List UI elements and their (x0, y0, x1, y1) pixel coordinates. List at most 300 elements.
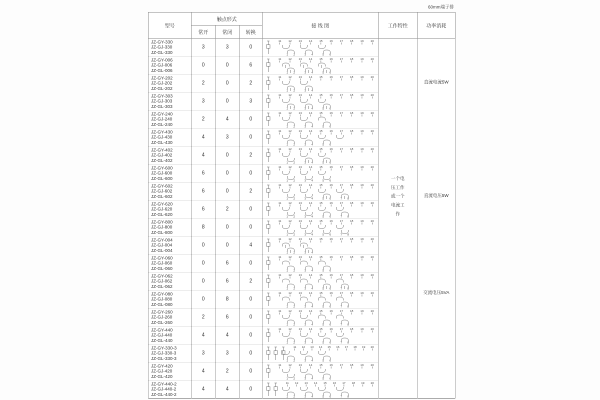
svg-text:3: 3 (304, 178, 307, 182)
svg-text:1: 1 (286, 70, 289, 74)
no-count: 3 (191, 38, 215, 56)
svg-text:11: 11 (278, 147, 282, 151)
wiring-diagram-svg (264, 183, 378, 200)
svg-text:15: 15 (319, 291, 323, 295)
svg-text:5: 5 (322, 178, 325, 182)
svg-text:13: 13 (298, 147, 302, 151)
svg-text:12: 12 (288, 111, 292, 115)
svg-text:12: 12 (288, 183, 292, 187)
svg-text:3: 3 (304, 358, 307, 362)
svg-text:1: 1 (286, 286, 289, 290)
svg-text:3: 3 (304, 214, 307, 218)
model-name: JZ-GJ-602 (151, 188, 173, 194)
model-name: JZ-GJ-440-2 (151, 386, 177, 392)
svg-text:19: 19 (360, 147, 364, 151)
svg-text:16: 16 (329, 363, 333, 367)
svg-text:2: 2 (293, 106, 296, 110)
svg-text:18: 18 (350, 273, 354, 277)
model-name: JZ-GY-006 (151, 57, 173, 63)
svg-text:5: 5 (322, 394, 325, 398)
svg-text:3: 3 (304, 160, 307, 164)
svg-text:3: 3 (304, 196, 307, 200)
model-cell (148, 92, 191, 110)
wiring-diagram-svg (264, 291, 378, 308)
wiring-diagram-svg (264, 201, 378, 218)
no-count: 6 (191, 182, 215, 200)
svg-text:18: 18 (350, 93, 354, 97)
wiring-diagram-svg (264, 255, 378, 272)
svg-text:19: 19 (360, 111, 364, 115)
svg-text:20: 20 (370, 327, 374, 331)
model-cell (148, 128, 191, 146)
wiring-diagram-svg (264, 93, 378, 110)
svg-text:11: 11 (278, 57, 282, 61)
svg-text:14: 14 (308, 39, 313, 43)
model-name: JZ-GY-260 (151, 309, 173, 315)
model-cell (148, 218, 191, 236)
svg-text:12: 12 (288, 39, 292, 43)
svg-text:17: 17 (339, 219, 344, 223)
svg-text:4: 4 (311, 196, 314, 200)
svg-text:20: 20 (370, 111, 374, 115)
svg-text:19: 19 (360, 363, 364, 367)
svg-text:4: 4 (311, 160, 314, 164)
svg-text:13: 13 (298, 255, 302, 259)
model-cell (148, 74, 191, 92)
model-name: JZ-GL-060 (151, 265, 173, 271)
svg-text:5: 5 (322, 142, 325, 146)
model-name: JZ-GY-620 (151, 201, 173, 207)
svg-text:1: 1 (286, 178, 289, 182)
wiring-diagram (262, 128, 378, 146)
svg-text:6: 6 (329, 340, 332, 344)
model-cell (148, 290, 191, 308)
svg-text:11: 11 (278, 237, 282, 241)
svg-text:12: 12 (288, 237, 292, 241)
svg-text:5: 5 (322, 160, 325, 164)
svg-text:8: 8 (347, 394, 350, 398)
svg-text:13: 13 (298, 309, 302, 313)
svg-text:6: 6 (329, 70, 332, 74)
svg-text:15: 15 (319, 39, 323, 43)
svg-text:4: 4 (311, 88, 314, 92)
svg-text:13: 13 (298, 273, 302, 277)
wiring-diagram (262, 254, 378, 272)
working-characteristics-line: 作 (395, 211, 401, 217)
no-count: 0 (191, 254, 215, 272)
svg-text:13: 13 (298, 237, 302, 241)
svg-text:19: 19 (360, 75, 364, 79)
no-count: 0 (191, 56, 215, 74)
model-name: JZ-GJ-060 (151, 260, 173, 266)
model-cell (148, 164, 191, 182)
svg-text:18: 18 (350, 219, 354, 223)
model-name: JZ-GJ-006 (151, 62, 173, 68)
svg-text:19: 19 (360, 39, 364, 43)
co-count: 0 (239, 326, 262, 344)
svg-text:5: 5 (322, 214, 325, 218)
model-cell (148, 326, 191, 344)
co-count: 0 (239, 380, 262, 398)
working-characteristics-line: 一个电 (391, 176, 405, 182)
svg-text:17: 17 (339, 273, 344, 277)
svg-text:4: 4 (311, 52, 314, 56)
wiring-diagram-svg (264, 381, 378, 398)
nc-count: 0 (215, 164, 239, 182)
svg-text:3: 3 (304, 340, 307, 344)
svg-text:14: 14 (308, 93, 313, 97)
svg-text:14: 14 (313, 381, 318, 385)
svg-text:19: 19 (360, 255, 364, 259)
svg-text:3: 3 (304, 376, 307, 380)
svg-text:4: 4 (311, 124, 314, 128)
svg-text:1: 1 (286, 376, 289, 380)
svg-text:19: 19 (360, 327, 364, 331)
svg-text:7: 7 (340, 304, 343, 308)
model-name: JZ-GL-006 (151, 67, 173, 73)
model-name: JZ-GJ-600 (151, 170, 173, 176)
svg-text:19: 19 (360, 273, 364, 277)
svg-text:1: 1 (286, 196, 289, 200)
svg-text:8: 8 (347, 196, 350, 200)
power-note: 直流电流5W (423, 79, 449, 85)
model-name: JZ-GY-202 (151, 75, 173, 81)
svg-text:19: 19 (360, 309, 364, 313)
svg-text:5: 5 (322, 70, 325, 74)
svg-text:11: 11 (278, 183, 282, 187)
svg-text:17: 17 (339, 39, 344, 43)
svg-text:17: 17 (344, 345, 349, 349)
table-row (148, 38, 455, 56)
model-name: JZ-GL-202 (151, 85, 173, 91)
svg-text:19: 19 (360, 129, 364, 133)
svg-text:16: 16 (329, 255, 333, 259)
svg-text:18: 18 (350, 147, 354, 151)
svg-text:18: 18 (350, 111, 354, 115)
model-name: JZ-GY-800 (151, 219, 173, 225)
svg-text:12: 12 (288, 129, 292, 133)
co-count: 0 (239, 110, 262, 128)
svg-text:2: 2 (293, 340, 296, 344)
svg-text:1: 1 (286, 106, 289, 110)
svg-text:14: 14 (308, 255, 313, 259)
svg-text:2: 2 (293, 304, 296, 308)
model-name: JZ-GL-430 (151, 139, 173, 145)
header-contact-form: 触点形式 (191, 12, 262, 25)
svg-text:1: 1 (286, 304, 289, 308)
svg-text:14: 14 (308, 291, 313, 295)
model-cell (148, 200, 191, 218)
co-count: 0 (239, 128, 262, 146)
wiring-diagram-svg (264, 363, 378, 380)
svg-text:14: 14 (308, 237, 313, 241)
model-cell (148, 362, 191, 380)
svg-text:14: 14 (308, 165, 313, 169)
svg-text:16: 16 (329, 273, 333, 277)
svg-text:19: 19 (360, 183, 364, 187)
svg-text:11: 11 (293, 345, 297, 349)
svg-text:7: 7 (340, 394, 343, 398)
model-name: JZ-GL-600 (151, 175, 173, 181)
svg-text:3: 3 (304, 124, 307, 128)
svg-text:1: 1 (286, 142, 289, 146)
wiring-diagram (262, 182, 378, 200)
svg-text:16: 16 (329, 201, 333, 205)
co-count: 2 (239, 272, 262, 290)
svg-text:3: 3 (304, 106, 307, 110)
power-consumption-cell (417, 38, 455, 398)
svg-text:7: 7 (340, 340, 343, 344)
wiring-diagram-svg (264, 273, 378, 290)
svg-text:5: 5 (322, 358, 325, 362)
nc-count: 6 (215, 308, 239, 326)
svg-text:14: 14 (308, 363, 313, 367)
model-cell (148, 236, 191, 254)
no-count: 3 (191, 92, 215, 110)
header-model: 型号 (148, 12, 191, 38)
svg-text:13: 13 (298, 129, 302, 133)
svg-text:17: 17 (339, 57, 344, 61)
svg-text:13: 13 (310, 345, 314, 349)
svg-text:2: 2 (293, 160, 296, 164)
svg-text:6: 6 (329, 124, 332, 128)
no-count: 4 (191, 380, 215, 398)
model-name: JZ-GY-420 (151, 363, 173, 369)
svg-text:3: 3 (304, 322, 307, 326)
svg-text:15: 15 (323, 381, 327, 385)
co-count: 0 (239, 254, 262, 272)
svg-text:14: 14 (308, 147, 313, 151)
svg-text:1: 1 (286, 52, 289, 56)
svg-text:12: 12 (288, 165, 292, 169)
nc-count: 3 (215, 128, 239, 146)
svg-text:20: 20 (370, 129, 374, 133)
svg-text:11: 11 (278, 255, 282, 259)
svg-text:4: 4 (311, 376, 314, 380)
no-count: 2 (191, 308, 215, 326)
svg-text:6: 6 (329, 142, 332, 146)
wiring-diagram (262, 146, 378, 164)
nc-count: 6 (215, 272, 239, 290)
svg-text:3: 3 (304, 88, 307, 92)
svg-text:5: 5 (322, 196, 325, 200)
model-name: JZ-GL-602 (151, 193, 173, 199)
svg-text:16: 16 (336, 345, 340, 349)
svg-text:14: 14 (308, 183, 313, 187)
svg-text:20: 20 (370, 345, 374, 349)
svg-text:4: 4 (311, 394, 314, 398)
working-characteristics-line: 或一个 (391, 193, 405, 199)
wiring-diagram (262, 236, 378, 254)
model-name: JZ-GL-260 (151, 319, 173, 325)
svg-text:20: 20 (370, 237, 374, 241)
co-count: 0 (239, 38, 262, 56)
no-count: 2 (191, 74, 215, 92)
svg-text:4: 4 (311, 232, 314, 236)
svg-text:7: 7 (340, 322, 343, 326)
svg-text:5: 5 (322, 52, 325, 56)
wiring-diagram-svg (264, 309, 378, 326)
co-count: 0 (239, 164, 262, 182)
svg-text:14: 14 (308, 201, 313, 205)
working-characteristics-line: 电流工 (391, 202, 405, 208)
svg-text:12: 12 (288, 309, 292, 313)
nc-count: 6 (215, 254, 239, 272)
svg-text:12: 12 (288, 273, 292, 277)
svg-text:2: 2 (293, 52, 296, 56)
co-count: 4 (239, 236, 262, 254)
svg-text:1: 1 (286, 358, 289, 362)
svg-text:16: 16 (332, 381, 337, 385)
wiring-diagram (262, 344, 378, 362)
svg-text:6: 6 (329, 286, 332, 290)
svg-text:1: 1 (286, 160, 289, 164)
header-normally-closed: 常闭 (215, 25, 239, 38)
model-name: JZ-GY-602 (151, 183, 173, 189)
model-name: JZ-GL-303 (151, 103, 173, 109)
co-count: 2 (239, 74, 262, 92)
svg-text:20: 20 (370, 39, 374, 43)
svg-text:17: 17 (339, 309, 344, 313)
wiring-diagram (262, 200, 378, 218)
svg-text:6: 6 (329, 232, 332, 236)
svg-text:15: 15 (319, 273, 323, 277)
svg-text:20: 20 (370, 165, 374, 169)
svg-text:13: 13 (298, 75, 302, 79)
model-name: JZ-GL-240 (151, 121, 173, 127)
svg-text:4: 4 (311, 214, 314, 218)
svg-text:11: 11 (278, 363, 282, 367)
svg-text:13: 13 (298, 219, 302, 223)
svg-text:3: 3 (304, 142, 307, 146)
svg-text:16: 16 (329, 39, 333, 43)
svg-text:18: 18 (350, 327, 354, 331)
co-count: 0 (239, 290, 262, 308)
svg-text:2: 2 (293, 196, 296, 200)
wiring-diagram-svg (264, 129, 378, 146)
no-count: 8 (191, 218, 215, 236)
svg-text:20: 20 (370, 273, 374, 277)
svg-text:4: 4 (311, 142, 314, 146)
model-name: JZ-GJ-620 (151, 206, 173, 212)
nc-count: 4 (215, 326, 239, 344)
svg-text:15: 15 (319, 57, 323, 61)
svg-text:6: 6 (329, 358, 332, 362)
svg-text:15: 15 (327, 345, 331, 349)
svg-text:18: 18 (350, 39, 354, 43)
svg-text:2: 2 (293, 394, 296, 398)
svg-text:12: 12 (295, 381, 299, 385)
svg-text:16: 16 (329, 111, 333, 115)
svg-text:11: 11 (278, 309, 282, 313)
model-name: JZ-GJ-004 (151, 242, 173, 248)
no-count: 4 (191, 128, 215, 146)
wiring-diagram (262, 308, 378, 326)
model-name: JZ-GL-620 (151, 211, 173, 217)
svg-text:14: 14 (308, 327, 313, 331)
wiring-diagram (262, 38, 378, 56)
nc-count: 2 (215, 362, 239, 380)
svg-text:6: 6 (329, 196, 332, 200)
svg-text:4: 4 (311, 268, 314, 272)
nc-count: 4 (215, 380, 239, 398)
model-name: JZ-GJ-202 (151, 80, 173, 86)
svg-text:7: 7 (340, 196, 343, 200)
svg-text:6: 6 (329, 394, 332, 398)
svg-text:5: 5 (322, 376, 325, 380)
svg-text:20: 20 (370, 381, 374, 385)
svg-text:14: 14 (308, 309, 313, 313)
co-count: 3 (239, 92, 262, 110)
no-count: 0 (191, 272, 215, 290)
svg-text:15: 15 (319, 165, 323, 169)
wiring-diagram-svg (264, 57, 378, 74)
svg-text:3: 3 (304, 394, 307, 398)
svg-text:15: 15 (319, 75, 323, 79)
svg-text:17: 17 (339, 129, 344, 133)
nc-count: 0 (215, 92, 239, 110)
svg-text:2: 2 (293, 178, 296, 182)
svg-text:2: 2 (293, 124, 296, 128)
model-name: JZ-GY-430 (151, 129, 173, 135)
svg-text:8: 8 (347, 340, 350, 344)
svg-text:5: 5 (322, 106, 325, 110)
model-name: JZ-GY-600 (151, 165, 173, 171)
svg-text:7: 7 (340, 286, 343, 290)
svg-text:14: 14 (318, 345, 323, 349)
svg-text:2: 2 (293, 232, 296, 236)
svg-text:11: 11 (278, 129, 282, 133)
svg-text:5: 5 (322, 286, 325, 290)
svg-text:17: 17 (339, 327, 344, 331)
svg-text:16: 16 (329, 75, 333, 79)
svg-text:12: 12 (288, 255, 292, 259)
svg-text:15: 15 (319, 93, 323, 97)
svg-text:13: 13 (298, 327, 302, 331)
svg-text:6: 6 (329, 214, 332, 218)
model-name: JZ-GJ-420 (151, 368, 173, 374)
svg-text:18: 18 (353, 345, 357, 349)
svg-text:20: 20 (370, 75, 374, 79)
wiring-diagram (262, 326, 378, 344)
header-changeover: 转换 (239, 25, 262, 38)
svg-text:17: 17 (339, 255, 344, 259)
svg-text:15: 15 (319, 309, 323, 313)
no-count: 3 (191, 344, 215, 362)
svg-text:17: 17 (339, 363, 344, 367)
svg-text:3: 3 (304, 52, 307, 56)
svg-text:11: 11 (278, 291, 282, 295)
model-name: JZ-GJ-330-3 (151, 350, 177, 356)
co-count: 2 (239, 182, 262, 200)
header-working-characteristics: 工作特性 (378, 12, 417, 38)
svg-text:20: 20 (370, 219, 374, 223)
svg-text:1: 1 (286, 250, 289, 254)
svg-text:20: 20 (370, 183, 374, 187)
svg-text:17: 17 (339, 111, 344, 115)
model-name: JZ-GL-800 (151, 229, 173, 235)
nc-count: 0 (215, 236, 239, 254)
svg-text:1: 1 (286, 268, 289, 272)
model-cell (148, 380, 191, 398)
working-characteristics-text (379, 175, 418, 219)
svg-text:19: 19 (360, 93, 364, 97)
relay-spec-table (148, 12, 456, 399)
svg-text:17: 17 (339, 147, 344, 151)
svg-text:1: 1 (286, 214, 289, 218)
terminal-size-note: 60mm端子排 (427, 4, 454, 10)
svg-text:4: 4 (311, 178, 314, 182)
